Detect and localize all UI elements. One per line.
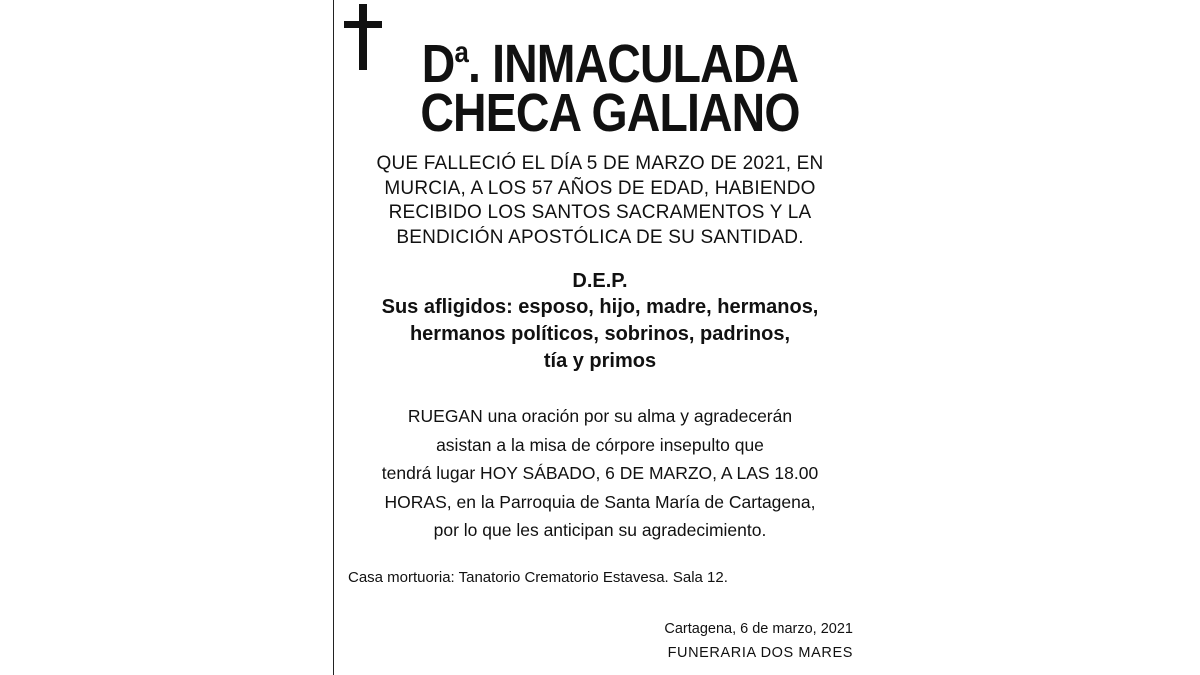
mourners-list — [340, 294, 860, 375]
announcement-line: QUE FALLECIÓ EL DÍA 5 DE MARZO DE 2021, EN — [376, 153, 824, 174]
cross-vertical-bar — [359, 4, 367, 70]
request-line: HORAS, en la Parroquia de Santa María de Cartagena, — [384, 491, 816, 512]
mourners-line: hermanos políticos, sobrinos, padrinos, — [409, 323, 791, 345]
dep-heading: D.E.P. — [572, 270, 628, 292]
mourners-line: tía y primos — [543, 350, 657, 372]
deceased-name-line-2: CHECA GALIANO — [420, 83, 800, 143]
place-and-date: Cartagena, 6 de marzo, 2021 — [664, 621, 853, 637]
funeral-home-location: Casa mortuoria: Tanatorio Crematorio Estavesa. Sala 12. — [348, 569, 728, 586]
announcement-line: RECIBIDO LOS SANTOS SACRAMENTOS Y LA — [388, 202, 812, 223]
request-line: tendrá lugar HOY SÁBADO, 6 DE MARZO, A LAS 18.00 — [381, 463, 819, 483]
request-line: asistan a la misa de córpore insepulto que — [436, 434, 764, 455]
announcement-line: MURCIA, A LOS 57 AÑOS DE EDAD, HABIENDO — [384, 177, 816, 199]
funeral-home-name: FUNERARIA DOS MARES — [667, 645, 853, 661]
request-line: por lo que les anticipan su agradecimiento. — [433, 520, 767, 540]
name-honorific: D — [421, 34, 455, 94]
name-first: . INMACULADA — [467, 34, 799, 94]
announcement-line: BENDICIÓN APOSTÓLICA DE SU SANTIDAD. — [396, 226, 804, 248]
cross-icon — [344, 4, 382, 70]
mourners-line: Sus afligidos: esposo, hijo, madre, hermanos, — [381, 296, 819, 318]
name-honorific-superscript: a — [454, 36, 468, 69]
cross-horizontal-bar — [344, 21, 382, 28]
death-announcement — [360, 152, 840, 250]
mass-request — [340, 402, 860, 545]
request-line: RUEGAN una oración por su alma y agradecerán — [407, 406, 793, 426]
left-margin-rule — [333, 0, 334, 675]
